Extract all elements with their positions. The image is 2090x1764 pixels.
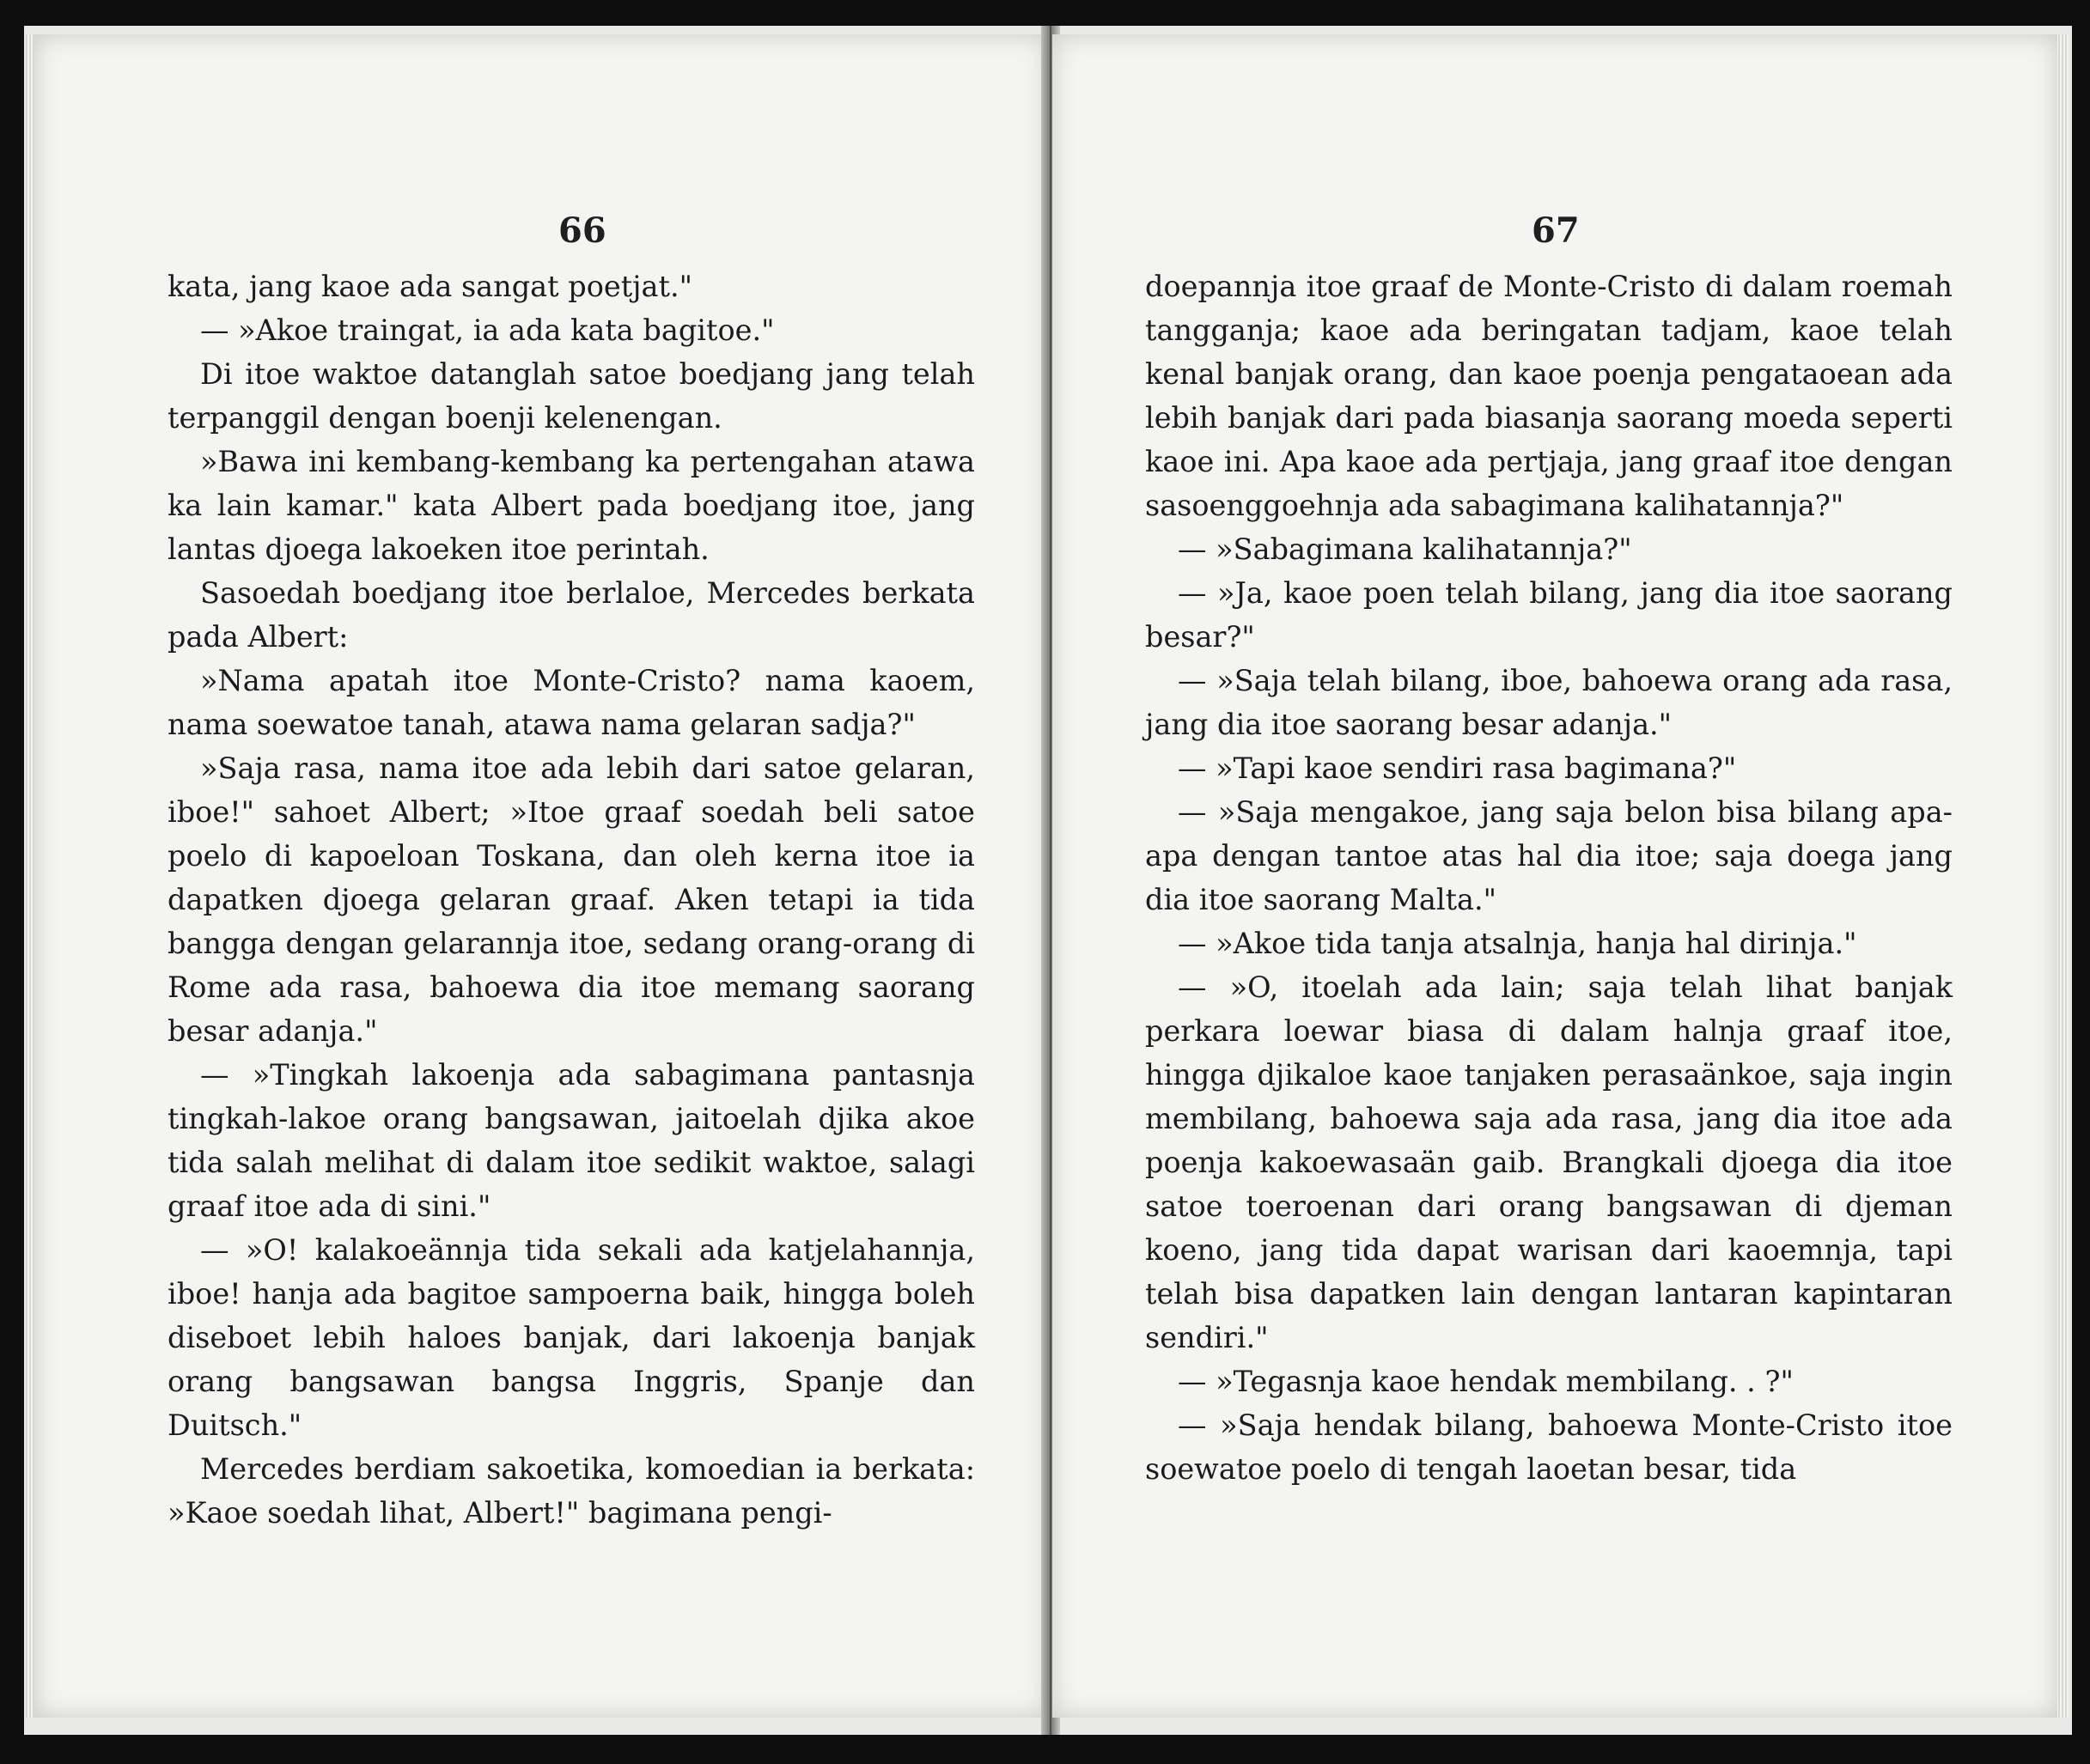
paragraph: — »Akoe tida tanja atsalnja, hanja hal dirinja." — [1178, 927, 1857, 960]
paragraph: — »Saja mengakoe, jang saja belon bisa bilang apa-apa dengan tantoe atas hal dia itoe; saja doega jang dia itoe saorang Malta." — [1145, 795, 1953, 916]
paragraph: »Saja rasa, nama itoe ada lebih dari satoe gelaran, iboe!" sahoet Albert; »Itoe graaf soedah beli satoe poelo di kapoeloan Toskana, dan oleh kerna itoe ia dapatken djoega gelaran graaf. Aken tetapi ia tida bangga dengan gelarannja itoe, sedang orang-orang di Rome ada rasa, bahoewa dia itoe memang saorang besar adanja." — [168, 751, 975, 1048]
left-page — [34, 34, 1048, 1718]
paragraph: Di itoe waktoe datanglah satoe boedjang jang telah terpanggil dengan boenji kelenengan. — [168, 357, 975, 435]
paragraph: — »Sabagimana kalihatannja?" — [1178, 532, 1632, 566]
paragraph: — »Tapi kaoe sendiri rasa bagimana?" — [1178, 751, 1737, 785]
paragraph: Mercedes berdiam sakoetika, komoedian ia berkata: »Kaoe soedah lihat, Albert!" bagimana pengi- — [168, 1452, 975, 1530]
paragraph: — »Akoe traingat, ia ada kata bagitoe." — [200, 313, 775, 347]
paragraph: »Nama apatah itoe Monte-Cristo? nama kaoem, nama soewatoe tanah, atawa nama gelaran sadja?" — [168, 664, 975, 741]
paragraph: doepannja itoe graaf de Monte-Cristo di dalam roemah tangganja; kaoe ada beringatan tadjam, kaoe telah kenal banjak orang, dan kaoe poenja pengataoean ada lebih banjak dari pada biasanja saorang moeda seperti kaoe ini. Apa kaoe ada pertjaja, jang graaf itoe dengan sasoenggoehnja ada sabagimana kalihatannja?" — [1145, 270, 1953, 522]
paragraph: — »Tingkah lakoenja ada sabagimana pantasnja tingkah-lakoe orang bangsawan, jaitoelah djika akoe tida salah melihat di dalam itoe sedikit waktoe, salagi graaf itoe ada di sini." — [168, 1058, 975, 1223]
paragraph: Sasoedah boedjang itoe berlaloe, Mercedes berkata pada Albert: — [168, 576, 975, 654]
paragraph: — »Saja telah bilang, iboe, bahoewa orang ada rasa, jang dia itoe saorang besar adanja." — [1145, 664, 1953, 741]
right-page — [1052, 34, 2057, 1718]
paragraph: kata, jang kaoe ada sangat poetjat." — [168, 270, 693, 303]
left-page-text — [168, 265, 975, 1535]
paragraph: — »Ja, kaoe poen telah bilang, jang dia itoe saorang besar?" — [1145, 576, 1953, 654]
paragraph: — »O! kalakoeännja tida sekali ada katjelahannja, iboe! hanja ada bagitoe sampoerna baik, hingga boleh diseboet lebih haloes banjak, dari lakoenja banjak orang bangsawan bangsa Inggris, Spanje dan Duitsch." — [168, 1233, 975, 1442]
page-number: 66 — [558, 210, 606, 251]
paragraph: — »Saja hendak bilang, bahoewa Monte-Cristo itoe soewatoe poelo di tengah laoetan besar, tida — [1145, 1408, 1953, 1486]
paragraph: — »Tegasnja kaoe hendak membilang. . ?" — [1178, 1365, 1794, 1398]
paragraph: »Bawa ini kembang-kembang ka pertengahan atawa ka lain kamar." kata Albert pada boedjang itoe, jang lantas djoega lakoeken itoe perintah. — [168, 445, 975, 566]
right-page-text — [1145, 265, 1953, 1491]
paragraph: — »O, itoelah ada lain; saja telah lihat banjak perkara loewar biasa di dalam halnja graaf itoe, hingga djikaloe kaoe tanjaken perasaänkoe, saja ingin membilang, bahoewa saja ada rasa, jang dia itoe ada poenja kakoewasaän gaib. Brangkali djoega dia itoe satoe toeroenan dari orang bangsawan di djeman koeno, jang tida dapat warisan dari kaoemnja, tapi telah bisa dapatken lain dengan lantaran kapintaran sendiri." — [1145, 970, 1953, 1354]
page-number: 67 — [1532, 210, 1580, 251]
